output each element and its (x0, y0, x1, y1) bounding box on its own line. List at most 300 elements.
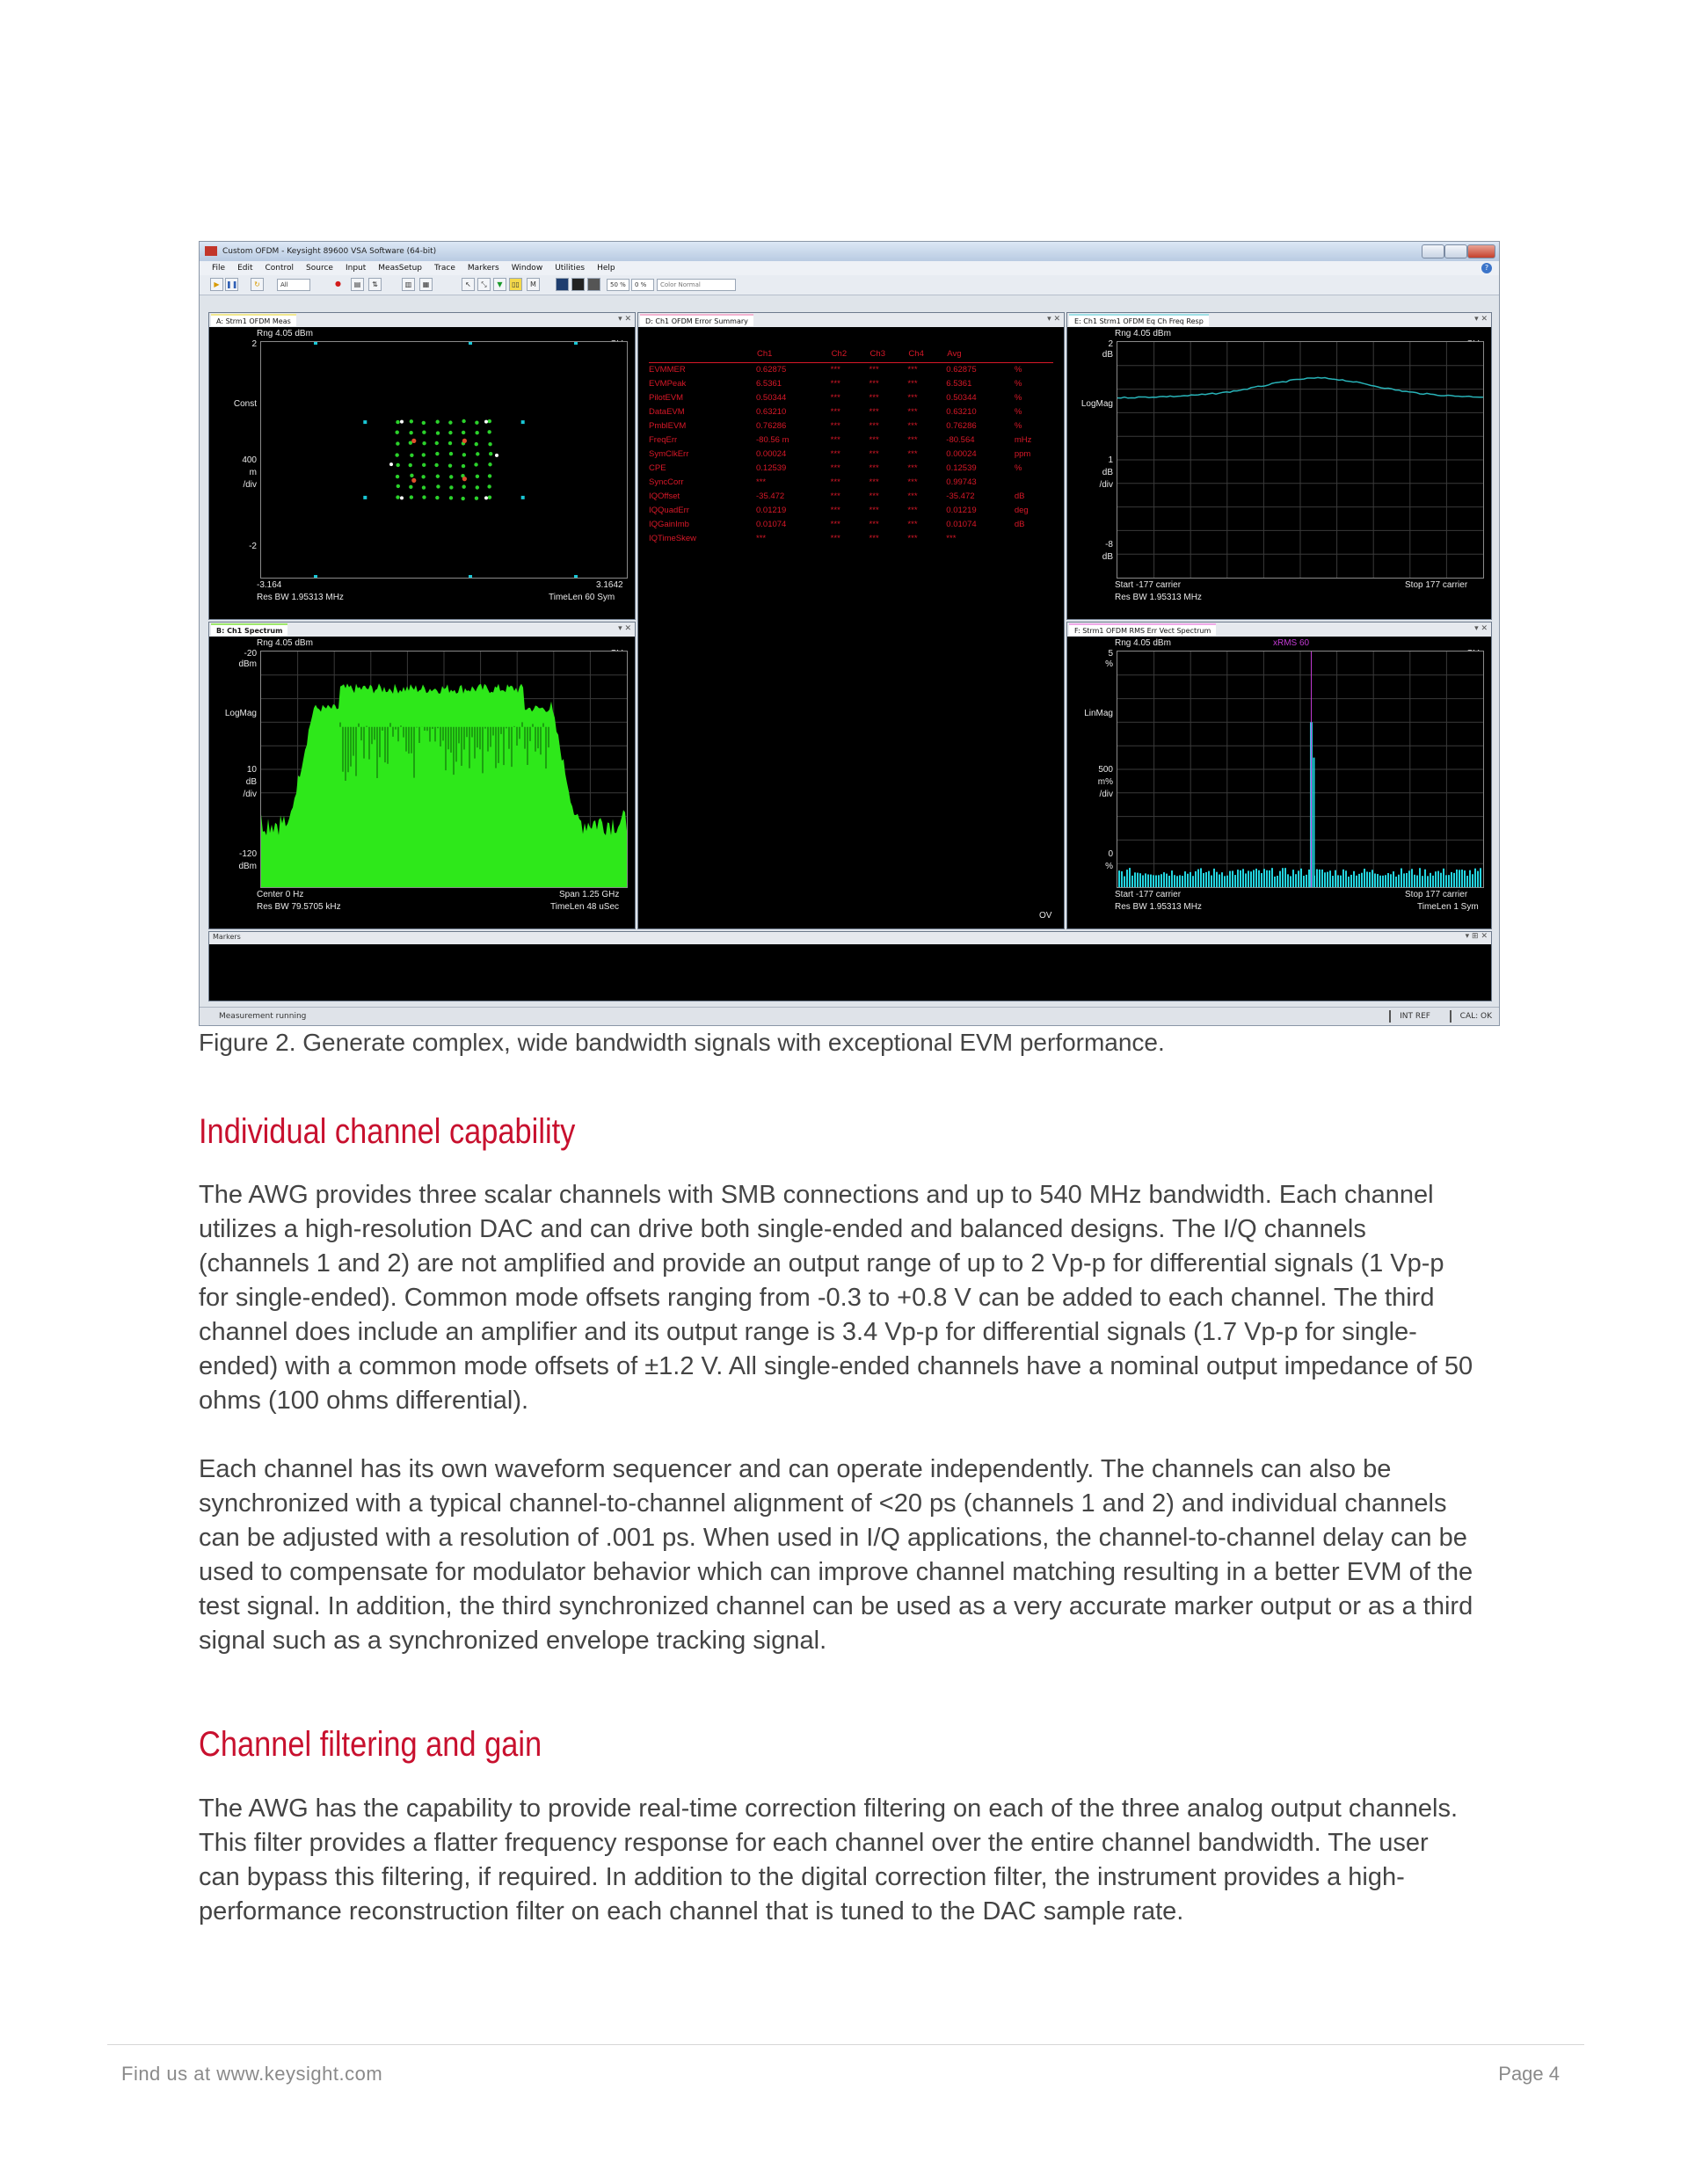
summary-cell: *** (907, 491, 918, 501)
marker-peak-icon[interactable]: M (527, 278, 540, 291)
scale-value: 500 (1098, 765, 1113, 775)
stop-label: Stop 177 carrier (1405, 890, 1468, 899)
summary-row (649, 504, 1053, 518)
summary-cell: *** (830, 534, 840, 543)
constellation-point (397, 484, 400, 488)
summary-cell: PmblEVM (649, 421, 687, 431)
summary-row (649, 363, 1053, 378)
scale-value: 1 (1108, 455, 1113, 465)
constellation-point (488, 474, 491, 477)
menu-trace[interactable]: Trace (433, 264, 455, 273)
trace-format-label: LogMag (1080, 399, 1113, 409)
markers-tab[interactable]: Markers (213, 933, 241, 941)
summary-cell: *** (869, 407, 879, 417)
pause-icon[interactable]: ❚❚ (225, 278, 238, 291)
marker-down-icon[interactable]: ▼ (493, 278, 506, 291)
summary-cell: *** (869, 435, 879, 445)
y-top-label: 5 (1108, 649, 1113, 659)
center-label: Center 0 Hz (257, 890, 304, 899)
constellation-point (410, 419, 413, 423)
constellation-point (434, 463, 438, 467)
paragraph-sequencer: Each channel has its own waveform sequencer and can operate independently. The channels can also be synchronized with a typical channel-to-channel alignment of <20 ps (channels 1 and 2) and individual channels can be adjusted with a resolution of .001 ps. When used in I/Q applications, the channel-to-channel delay can be used to compensate for modulator behavior which can improve channel matching resulting in a better EVM of the test signal. In addition, the third synchronized channel can be used as a very accurate marker output or as a third signal such as a synchronized envelope tracking signal. (199, 1455, 1473, 1655)
y-bottom-label: -2 (249, 542, 257, 551)
summary-cell: 0.01074 (946, 520, 977, 529)
constellation-point (421, 475, 425, 478)
summary-cell: *** (907, 393, 918, 403)
summary-cell: *** (830, 520, 840, 529)
constellation-point (449, 452, 453, 455)
summary-cell: *** (907, 421, 918, 431)
summary-cell: 0.62875 (756, 365, 787, 375)
scale-value: 400 (242, 455, 257, 465)
markers-controls[interactable]: ▾ ⊞ ✕ (1465, 932, 1488, 941)
summary-cell: *** (830, 477, 840, 487)
scale-per-div: /div (243, 480, 257, 490)
constellation-point (448, 463, 452, 467)
app-logo-icon (205, 246, 217, 256)
constellation-point (475, 497, 478, 500)
summary-row (649, 391, 1053, 405)
pane-error-summary (637, 312, 1065, 929)
summary-cell: *** (907, 365, 918, 375)
paragraph-channels: The AWG provides three scalar channels with SMB connections and up to 540 MHz bandwidth. Each channel utilizes a high-resolution DAC and can drive both single-ended and balanced designs. The I/Q channels (channels 1 and 2) are not amplified and provide an output range of up to 2 Vp-p for differential signals (1 Vp-p for single-ended). Common mode offsets ranging from -0.3 to +0.8 V can be added to each channel. The third channel does include an amplifier and its output range is 3.4 Vp-p for differential signals (1.7 Vp-p for single-ended) with a common mode offsets of ±1.2 V. All single-ended channels have a nominal output impedance of 50 ohms (100 ohms differential). (199, 1181, 1473, 1415)
constellation-point (488, 419, 491, 423)
constellation-point (487, 430, 491, 433)
summary-cell: 0.01219 (946, 506, 977, 515)
y-bottom-label: -8 (1105, 540, 1113, 550)
res-bw-label: Res BW 1.95313 MHz (257, 593, 344, 602)
cal-status: CAL: OK (1450, 1010, 1492, 1023)
restart-icon[interactable]: ↻ (251, 278, 264, 291)
summary-cell: 0.63210 (946, 407, 977, 417)
summary-cell: *** (869, 477, 879, 487)
constellation-point (422, 485, 426, 489)
constellation-point (410, 495, 413, 499)
preamble-point (484, 496, 488, 499)
pilot-point (521, 496, 525, 499)
summary-cell: *** (830, 506, 840, 515)
preamble-point (495, 454, 498, 457)
error-summary-table (649, 346, 1053, 546)
x-left-label: -3.164 (257, 580, 282, 590)
summary-cell: *** (907, 506, 918, 515)
constellation-point (409, 485, 412, 489)
summary-cell: *** (830, 379, 840, 389)
summary-cell: % (1014, 407, 1022, 417)
vsa-screenshot (199, 241, 1500, 1026)
color-mode-select[interactable]: Color Normal (657, 279, 736, 291)
constellation-point (488, 495, 491, 499)
summary-cell: 0.00024 (946, 449, 977, 459)
summary-cell: 0.12539 (756, 463, 787, 473)
summary-cell: *** (907, 534, 918, 543)
summary-cell: 0.50344 (946, 393, 977, 403)
summary-cell: 0.99743 (946, 477, 977, 487)
summary-cell: -80.564 (946, 435, 975, 445)
preamble-point (400, 496, 404, 499)
summary-row (649, 532, 1053, 546)
figure-caption: Figure 2. Generate complex, wide bandwidth signals with exceptional EVM performance. (199, 1029, 1165, 1056)
error-vector-plot[interactable] (1117, 651, 1484, 888)
constellation-point (396, 441, 399, 445)
summary-cell: *** (907, 379, 918, 389)
footer-divider (107, 2044, 1584, 2045)
pane-controls[interactable]: ▾ ✕ (618, 624, 631, 633)
menu-edit[interactable]: Edit (237, 264, 253, 273)
summary-cell (1015, 476, 1053, 490)
scale-value: 10 (246, 765, 257, 775)
range-label: Rng 4.05 dBm (257, 638, 313, 648)
play-icon[interactable]: ▶ (210, 278, 223, 291)
y-top-unit: dBm (238, 659, 257, 669)
constellation-point (448, 441, 452, 445)
summary-cell: SymClkErr (649, 449, 689, 459)
constellation-point (474, 462, 477, 466)
scale-icon[interactable]: ⇅ (368, 278, 382, 291)
pane-error-vector-spectrum (1066, 622, 1492, 929)
summary-cell: *** (830, 463, 840, 473)
summary-cell: % (1014, 463, 1022, 473)
summary-cell: IQOffset (649, 491, 680, 501)
summary-cell: *** (830, 435, 840, 445)
summary-cell: 0.50344 (756, 393, 787, 403)
timelen-label: TimeLen 48 uSec (550, 902, 620, 912)
summary-header: Ch3 (869, 346, 908, 363)
summary-cell: *** (946, 534, 957, 543)
constellation-point (475, 420, 478, 424)
res-bw-label: Res BW 1.95313 MHz (1115, 593, 1202, 602)
constellation-point (449, 475, 453, 478)
res-bw-label: Res BW 79.5705 kHz (257, 902, 341, 912)
edge-pilot (469, 575, 472, 578)
constellation-point (436, 420, 440, 424)
pane-controls[interactable]: ▾ ✕ (1474, 624, 1488, 633)
scale-unit: m% (1097, 777, 1113, 787)
section-heading-channel-capability: Individual channel capability (199, 1112, 576, 1151)
y-bottom-unit: % (1105, 862, 1113, 871)
y-bottom-label: 0 (1108, 849, 1113, 859)
scale-unit: m (249, 468, 257, 477)
summary-cell: *** (869, 379, 879, 389)
summary-cell: *** (756, 534, 767, 543)
constellation-point (462, 464, 465, 468)
save-icon[interactable]: ▤ (351, 278, 364, 291)
maximize-button[interactable] (1444, 244, 1467, 258)
summary-cell: -35.472 (756, 491, 785, 501)
constellation-plot[interactable] (260, 341, 628, 579)
summary-row (649, 462, 1053, 476)
edge-pilot (314, 342, 317, 345)
constellation-point (422, 421, 426, 425)
summary-cell: DataEVM (649, 407, 685, 417)
constellation-point (448, 420, 452, 424)
constellation-point (436, 431, 440, 434)
summary-cell: -80.56 m (756, 435, 789, 445)
display-color-icon[interactable] (556, 278, 569, 291)
peak-point (411, 439, 416, 443)
close-button[interactable] (1467, 244, 1495, 258)
summary-cell: PilotEVM (649, 393, 684, 403)
constellation-point (422, 463, 426, 467)
summary-cell: *** (869, 534, 879, 543)
summary-cell: EVMMER (649, 365, 686, 375)
spectrum-plot[interactable] (260, 651, 628, 888)
edge-pilot (574, 342, 578, 345)
summary-header: Ch4 (907, 346, 946, 363)
summary-row (649, 448, 1053, 462)
constellation-point (396, 495, 399, 499)
summary-cell: *** (907, 477, 918, 487)
summary-cell: dB (1014, 520, 1025, 529)
constellation-point (475, 431, 478, 434)
constellation-point (436, 484, 440, 488)
summary-cell: CPE (649, 463, 666, 473)
constellation-point (396, 420, 399, 424)
timelen-label: TimeLen 1 Sym (1417, 902, 1479, 912)
window-titlebar (200, 242, 1499, 261)
minimize-button[interactable] (1422, 244, 1444, 258)
menu-source[interactable]: Source (306, 264, 333, 273)
paragraph-filtering: The AWG has the capability to provide real-time correction filtering on each of the three analog output channels. This filter provides a flatter frequency response for each channel over the entire channel bandwidth. The user can bypass this filtering, if required. In addition to the digital correction filter, the instrument provides a high-performance reconstruction filter on each channel that is tuned to the DAC sample rate. (199, 1795, 1459, 1926)
constellation-point (409, 463, 412, 467)
summary-cell: *** (830, 393, 840, 403)
summary-cell: 6.5361 (756, 379, 782, 389)
constellation-point (476, 452, 479, 455)
scale-per-div: /div (243, 790, 257, 799)
summary-cell: 0.00024 (756, 449, 787, 459)
zoom-icon[interactable]: ⤡ (477, 278, 491, 291)
summary-cell: *** (869, 463, 879, 473)
record-icon[interactable]: ● (335, 280, 341, 288)
summary-header (1015, 346, 1053, 363)
x-right-label: 3.1642 (596, 580, 623, 590)
summary-cell: % (1014, 379, 1022, 389)
constellation-point (449, 485, 453, 489)
y-bottom-label: -120 (238, 849, 257, 859)
y-top-label: -20 (244, 649, 257, 659)
constellation-point (435, 452, 439, 455)
pointer-icon[interactable]: ↖ (462, 278, 475, 291)
y-top-label: 2 (1108, 339, 1113, 349)
summary-cell: *** (869, 393, 879, 403)
peak-point (462, 439, 467, 443)
summary-cell: FreqErr (649, 435, 678, 445)
summary-cell: 0.12539 (946, 463, 977, 473)
pane-controls[interactable]: ▾ ✕ (1474, 315, 1488, 324)
peak-point (462, 477, 467, 481)
pilot-point (363, 496, 367, 499)
range-label: Rng 4.05 dBm (257, 329, 313, 339)
summary-cell: % (1014, 365, 1022, 375)
pane-f-tab[interactable]: F: Strm1 OFDM RMS Err Vect Spectrum (1069, 623, 1216, 636)
scale-unit: dB (245, 777, 257, 787)
percent-field-1[interactable]: 50 % (607, 279, 629, 291)
ref-status: INT REF (1389, 1010, 1430, 1023)
summary-cell: 0.62875 (946, 365, 977, 375)
pane-controls[interactable]: ▾ ✕ (618, 315, 631, 324)
range-label: Rng 4.05 dBm (1115, 329, 1171, 339)
summary-cell: EVMPeak (649, 379, 687, 389)
menu-help[interactable]: Help (597, 264, 615, 273)
summary-cell: *** (869, 491, 879, 501)
summary-cell: *** (869, 520, 879, 529)
summary-cell: *** (830, 449, 840, 459)
summary-row (649, 377, 1053, 391)
summary-row (649, 405, 1053, 419)
y-bottom-unit: dB (1102, 552, 1113, 562)
summary-cell: 0.76286 (756, 421, 787, 431)
menu-file[interactable]: File (212, 264, 226, 273)
summary-cell: *** (907, 435, 918, 445)
menu-input[interactable]: Input (345, 264, 367, 273)
menu-markers[interactable]: Markers (467, 264, 499, 273)
pane-d-tab[interactable]: D: Ch1 OFDM Error Summary (640, 314, 753, 326)
preamble-point (400, 420, 404, 424)
constellation-point (461, 497, 464, 500)
summary-cell: *** (830, 421, 840, 431)
constellation-point (410, 474, 413, 477)
constellation-point (488, 462, 491, 466)
summary-header (649, 346, 756, 363)
scale-per-div: /div (1099, 790, 1113, 799)
constellation-point (476, 475, 479, 478)
constellation-point (488, 442, 491, 446)
constellation-point (475, 442, 478, 446)
constellation-point (436, 475, 440, 478)
summary-cell: *** (756, 477, 767, 487)
summary-cell: SyncCorr (649, 477, 684, 487)
summary-cell: *** (869, 506, 879, 515)
peak-point (411, 478, 416, 483)
summary-cell: *** (869, 421, 879, 431)
summary-row (649, 419, 1053, 433)
summary-cell: *** (907, 407, 918, 417)
trace-format-label: Const (233, 399, 257, 409)
stop-label: Stop 177 carrier (1405, 580, 1468, 590)
freq-response-plot[interactable] (1117, 341, 1484, 579)
pilot-point (521, 420, 525, 424)
display-dark-icon[interactable] (571, 278, 585, 291)
grid-icon[interactable]: ▦ (419, 278, 433, 291)
scale-per-div: /div (1099, 480, 1113, 490)
constellation-point (422, 441, 426, 445)
summary-cell: *** (830, 491, 840, 501)
constellation-point (435, 441, 439, 445)
summary-cell: *** (830, 365, 840, 375)
trace-select[interactable]: All (277, 279, 310, 291)
pane-freq-response (1066, 312, 1492, 620)
summary-cell: ppm (1014, 449, 1031, 459)
summary-cell: mHz (1014, 435, 1032, 445)
menu-meassetup[interactable]: MeasSetup (378, 264, 422, 273)
constellation-point (396, 475, 399, 478)
summary-cell (1015, 532, 1053, 546)
summary-header: Avg (946, 346, 1015, 363)
pane-controls[interactable]: ▾ ✕ (1047, 315, 1060, 324)
xrms-label: xRMS 60 (1273, 638, 1310, 648)
pane-a-tab[interactable]: A: Strm1 OFDM Meas (211, 314, 296, 326)
constellation-point (462, 419, 465, 423)
summary-cell: 0.63210 (756, 407, 787, 417)
summary-row (649, 476, 1053, 490)
summary-cell: *** (907, 520, 918, 529)
constellation-point (435, 496, 439, 499)
summary-cell: -35.472 (946, 491, 975, 501)
toolbar (200, 275, 1499, 295)
markers-pane (208, 931, 1492, 1001)
span-label: Span 1.25 GHz (559, 890, 620, 899)
summary-cell: 6.5361 (946, 379, 972, 389)
constellation-point (448, 431, 452, 434)
ov-indicator: OV (1039, 911, 1052, 921)
layout-icon[interactable]: ▥ (402, 278, 415, 291)
summary-cell: deg (1014, 506, 1029, 515)
display-gray-icon[interactable] (587, 278, 600, 291)
constellation-point (462, 453, 466, 456)
res-bw-label: Res BW 1.95313 MHz (1115, 902, 1202, 912)
summary-cell: dB (1014, 491, 1025, 501)
summary-cell: IQTimeSkew (649, 534, 697, 543)
status-bar (200, 1007, 1499, 1025)
menu-control[interactable]: Control (265, 264, 295, 273)
pilot-point (363, 420, 367, 424)
menu-utilities[interactable]: Utilities (555, 264, 586, 273)
status-text: Measurement running (219, 1012, 307, 1021)
pane-b-tab[interactable]: B: Ch1 Spectrum (211, 623, 287, 636)
summary-cell: *** (869, 449, 879, 459)
window-title: Custom OFDM - Keysight 89600 VSA Software (64-bit) (222, 247, 437, 256)
summary-row (649, 490, 1053, 504)
constellation-point (462, 484, 465, 488)
edge-pilot (574, 575, 578, 578)
timelen-label: TimeLen 60 Sym (549, 593, 615, 602)
marker-pair-icon[interactable]: ▯▯ (509, 278, 522, 291)
preamble-point (484, 420, 488, 424)
help-icon[interactable]: ? (1481, 263, 1492, 273)
summary-header: Ch2 (831, 346, 869, 363)
start-label: Start -177 carrier (1115, 580, 1182, 590)
edge-pilot (314, 575, 317, 578)
constellation-point (422, 453, 426, 456)
menu-window[interactable]: Window (511, 264, 543, 273)
section-heading-filtering: Channel filtering and gain (199, 1725, 542, 1764)
menu-bar (200, 261, 1499, 275)
y-top-label: 2 (251, 339, 257, 349)
summary-cell: 0.01074 (756, 520, 787, 529)
constellation-point (410, 454, 413, 457)
constellation-point (396, 431, 399, 434)
constellation-point (422, 495, 426, 499)
footer-website[interactable]: Find us at www.keysight.com (121, 2063, 383, 2085)
y-top-unit: dB (1102, 350, 1113, 360)
summary-cell: *** (907, 463, 918, 473)
constellation-point (487, 484, 491, 488)
summary-row (649, 433, 1053, 448)
constellation-point (395, 453, 398, 456)
percent-field-2[interactable]: 0 % (631, 279, 654, 291)
pane-constellation (208, 312, 636, 620)
pane-e-tab[interactable]: E: Ch1 Strm1 OFDM Eq Ch Freq Resp (1069, 314, 1209, 326)
page-number: Page 4 (1498, 2063, 1560, 2085)
summary-cell: IQGainImb (649, 520, 689, 529)
summary-row (649, 518, 1053, 532)
summary-cell: IQQuadErr (649, 506, 689, 515)
summary-cell: *** (830, 407, 840, 417)
trace-format-label: LogMag (224, 709, 257, 718)
summary-cell: *** (907, 449, 918, 459)
summary-cell: % (1014, 421, 1022, 431)
summary-cell: *** (869, 365, 879, 375)
